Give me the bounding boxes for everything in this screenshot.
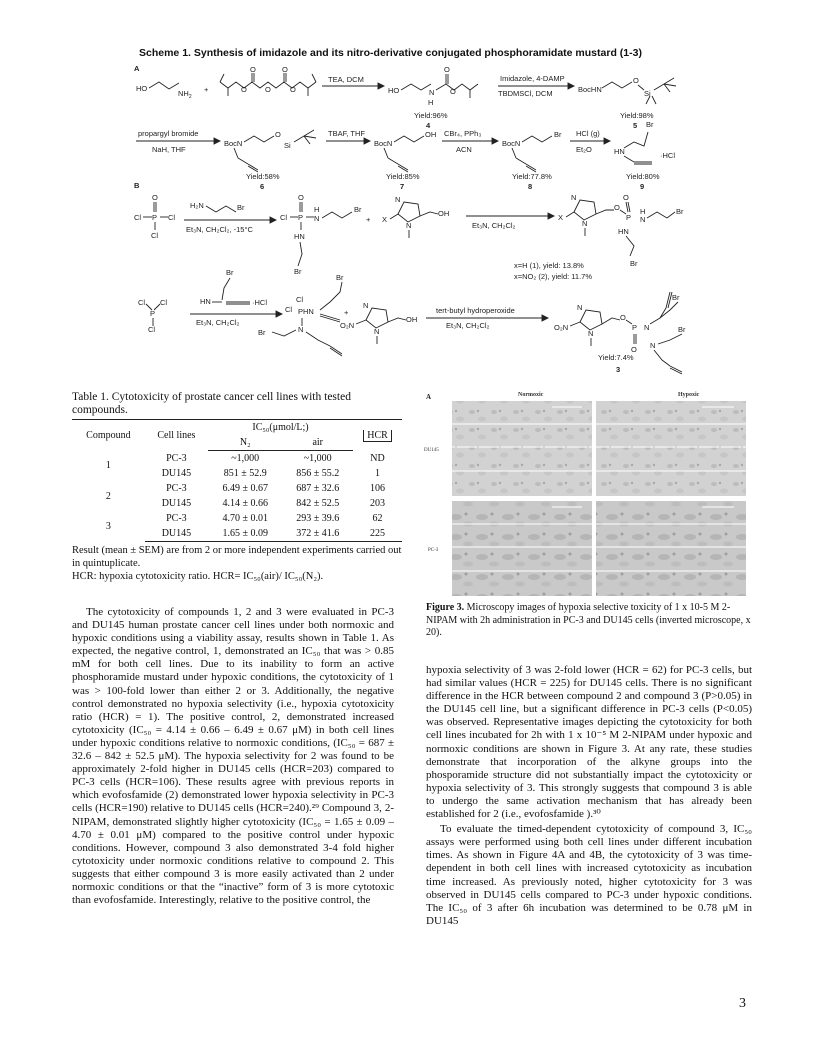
column-normoxic: Normoxic [518, 392, 544, 398]
svg-text:Br: Br [336, 273, 344, 282]
table-row: 3 PC-3 4.70 ± 0.01 293 ± 39.6 62 [105, 513, 383, 532]
svg-text:Yield:80%: Yield:80% [626, 172, 660, 181]
micrograph-pc3-hypoxic [596, 501, 746, 596]
body-paragraph: hypoxia selectivity of 3 was 2-fold lower (HCR = 62) for PC-3 cells, but had similar values (HCR = 225) for DU145 cells. There is no significant difference in the HCR between compound 2 and compound 3 (P>0.05) in the DU145 cell line, but a significant difference in PC-3 cells (P<0.05) was observed. Representative images depicting the cytotoxicity for both cell lines incubated for 2h with 1 x 10⁻⁵ M 2-NIPAM under hypoxic and normoxic conditions are shown in Figure 3. At any rate, these studies demonstrate that incorporation of the alkyne groups into the phosporamide structure did not substantially impact the cytotoxicity or hypoxia selectivity of 3. This strongly suggests that compound 3 is able to undergo the same activation mechanism that has already been established for 2 (i.e., evofosfamide ).³⁰ [426, 664, 752, 821]
boc-anhydride-structure [220, 65, 316, 96]
svg-text:N: N [429, 88, 435, 97]
svg-text:+: + [366, 215, 371, 224]
svg-text:Et₃N, CH₂Cl₂: Et₃N, CH₂Cl₂ [446, 321, 490, 330]
svg-text:Yield:7.4%: Yield:7.4% [598, 353, 634, 362]
plus-sign: + [204, 85, 209, 94]
compound-1-2-structure [558, 193, 684, 268]
svg-text:Cl: Cl [160, 298, 168, 307]
svg-text:Cl: Cl [280, 213, 288, 222]
svg-text:NaH, THF: NaH, THF [152, 145, 186, 154]
compound-5-structure [578, 76, 676, 104]
svg-text:P: P [150, 309, 156, 318]
header-air: air [282, 435, 353, 451]
svg-text:N: N [640, 215, 646, 224]
nitroimidazole-alcohol-structure [340, 301, 417, 344]
left-column-text [72, 606, 394, 907]
svg-text:HO: HO [136, 84, 148, 93]
ethanolamine-structure [136, 82, 192, 100]
figure-3-panel-label: A [426, 393, 432, 401]
svg-text:Cl: Cl [134, 213, 142, 222]
svg-text:BocN: BocN [374, 139, 393, 148]
svg-text:Et₂O: Et₂O [576, 145, 592, 154]
svg-text:Cl: Cl [148, 325, 156, 334]
pocl3-structure-2 [138, 298, 167, 334]
svg-text:O: O [298, 193, 304, 202]
svg-text:O: O [631, 345, 637, 354]
propargyl-amine-reagent [200, 268, 267, 307]
svg-text:8: 8 [528, 182, 533, 191]
svg-text:CBr₄, PPh₃: CBr₄, PPh₃ [444, 129, 482, 138]
page-number: 3 [739, 996, 746, 1011]
svg-text:6: 6 [260, 182, 265, 191]
header-compound: Compound [72, 420, 145, 451]
dichloro-intermediate-structure [280, 193, 362, 276]
svg-text:Br: Br [678, 325, 686, 334]
svg-text:O: O [633, 76, 639, 85]
svg-text:Yield:96%: Yield:96% [414, 111, 448, 120]
body-paragraph: The cytotoxicity of compounds 1, 2 and 3 were evaluated in PC-3 and DU145 human prostate cancer cell lines under both normoxic and hypoxic conditions using a viability assay, results shown in Table 1. As expected, the negative control, 1, demonstrated an IC₅₀ that was > 0.85 mM for both cell lines. Due to its inability to form an active phosphoramide mustard under hypoxic conditions, the cytotoxicity of 1 was > 100-fold lower than either 2 or 3. Additionally, the negative control demonstrated no hypoxia selectivity (i.e., hypoxia cytotoxicity ratio (HCR) = 1). The positive control, 2, demonstrated increased cytotoxicity (IC₅₀ = 4.14 ± 0.66 – 6.49 ± 0.67 μM) in both cell lines under hypoxic conditions relative to normoxic conditions, (IC₅₀ = 687 ± 32.6 – 842 ± 52.5 μM). The hypoxia selectivity for 2 was found to be approximately 2-fold higher in DU145 cells (HCR=203) compared to PC-3 cells (HCR=106). These results agree with previous reports in which evofosfamide (2) demonstrated lower hypoxia selectivity in PC-3 cells (HCR=190) relative to DU145 cells (HCR=240).²⁹ Compound 3, 2-NIPAM, demonstrated slightly higher cytotoxicity (IC₅₀ = 1.65 ± 0.09 – 4.70 ± 0.01 μM) compared to the positive control under hypoxic conditions. However, compound 3 also demonstrated 3-4 fold higher cytotoxicity under normoxic conditions relative to compound 2. This suggests that either compound 3 is more easily activated than 2 under normoxic conditions or that the “inactive” form of 3 is more cytotoxic than evofosfamide. Interestingly, relative to the positive control, the [72, 606, 394, 907]
header-hcr: HCR [353, 420, 402, 451]
figure-3-microscopy [422, 389, 752, 599]
scheme-title: Scheme 1. Synthesis of imidazole and its nitro-derivative conjugated phosphoramidate mustard (1-3) [139, 47, 642, 59]
svg-text:OH: OH [425, 130, 437, 139]
svg-text:O: O [623, 193, 629, 202]
svg-text:O₂N: O₂N [554, 323, 569, 332]
table-note-2: HCR: hypoxia cytotoxicity ratio. HCR= IC₅₀(air)/ IC₅₀(N₂). [72, 571, 324, 582]
pocl3-structure [134, 193, 175, 240]
svg-text:N: N [374, 327, 380, 336]
svg-text:Br: Br [294, 267, 302, 276]
table-row: 1 PC-3 ~1,000 ~1,000 ND [105, 452, 385, 472]
svg-text:Br: Br [672, 293, 680, 302]
svg-text:O: O [152, 193, 158, 202]
header-cell-lines: Cell lines [145, 420, 208, 451]
cytotoxicity-table [72, 419, 402, 542]
svg-text:O: O [450, 87, 456, 96]
svg-text:N: N [406, 221, 412, 230]
svg-text:Yield:85%: Yield:85% [386, 172, 420, 181]
svg-text:Yield:98%: Yield:98% [620, 111, 654, 120]
compound-7-structure [374, 130, 436, 172]
svg-text:+: + [344, 308, 349, 317]
svg-text:O: O [444, 65, 450, 74]
svg-text:·HCl: ·HCl [252, 298, 267, 307]
svg-text:Yield:58%: Yield:58% [246, 172, 280, 181]
svg-text:HO: HO [388, 86, 400, 95]
svg-text:OH: OH [438, 209, 450, 218]
compound-8-structure [502, 130, 562, 172]
compound-4-structure [388, 65, 478, 107]
svg-text:Br: Br [237, 203, 245, 212]
compound-9-structure [614, 120, 675, 164]
svg-text:Cl: Cl [151, 231, 159, 240]
svg-text:Cl: Cl [168, 213, 176, 222]
svg-text:TBDMSCl, DCM: TBDMSCl, DCM [498, 89, 553, 98]
svg-text:O: O [275, 130, 281, 139]
svg-text:Br: Br [676, 207, 684, 216]
svg-text:TBAF, THF: TBAF, THF [328, 129, 365, 138]
svg-text:Br: Br [646, 120, 654, 129]
svg-text:tert-butyl hydroperoxide: tert-butyl hydroperoxide [436, 306, 515, 315]
svg-text:Br: Br [354, 205, 362, 214]
svg-text:H: H [428, 98, 434, 107]
svg-text:3: 3 [616, 365, 621, 374]
table-row: DU145 851 ± 52.9 856 ± 55.2 1 [161, 468, 381, 479]
svg-text:Imidazole, 4-DAMP: Imidazole, 4-DAMP [500, 74, 565, 83]
svg-text:ACN: ACN [456, 145, 472, 154]
svg-text:Br: Br [554, 130, 562, 139]
table-1-block [72, 391, 402, 583]
svg-text:BocN: BocN [224, 139, 243, 148]
svg-text:N: N [577, 303, 583, 312]
svg-text:Cl: Cl [138, 298, 146, 307]
svg-text:x=NO₂ (2), yield: 11.7%: x=NO₂ (2), yield: 11.7% [514, 272, 593, 281]
svg-text:N: N [363, 301, 369, 310]
svg-text:NH2: $NH_2$ [178, 89, 192, 100]
svg-text:TEA, DCM: TEA, DCM [328, 75, 364, 84]
header-ic50: IC₅₀(μmol/L;) [208, 420, 353, 436]
row-du145: DU145 [424, 448, 439, 453]
svg-text:P: P [152, 213, 158, 222]
svg-text:X: X [382, 215, 388, 224]
svg-text:N: N [650, 341, 656, 350]
svg-text:N: N [588, 329, 594, 338]
svg-text:4: 4 [426, 121, 431, 130]
svg-text:P: P [298, 213, 304, 222]
svg-text:O₂N: O₂N [340, 321, 355, 330]
svg-text:Yield:77.8%: Yield:77.8% [512, 172, 552, 181]
svg-text:7: 7 [400, 182, 405, 191]
micrograph-pc3-normoxic [452, 501, 592, 596]
svg-text:O: O [614, 203, 620, 212]
table-row: DU145 4.14 ± 0.66 842 ± 52.5 203 [161, 498, 386, 509]
svg-text:OH: OH [406, 315, 418, 324]
imidazole-alcohol-structure [382, 195, 449, 238]
svg-text:O: O [241, 85, 247, 94]
right-column-text [426, 664, 752, 928]
svg-text:9: 9 [640, 182, 645, 191]
svg-text:N: N [582, 219, 588, 228]
svg-text:N: N [314, 214, 320, 223]
svg-text:O: O [290, 85, 296, 94]
svg-text:H: H [314, 205, 320, 214]
svg-text:Et₃N, CH₂Cl₂: Et₃N, CH₂Cl₂ [196, 318, 240, 327]
svg-text:Br: Br [630, 259, 638, 268]
scheme-part-b: B [134, 181, 140, 190]
svg-text:N: N [395, 195, 401, 204]
svg-text:N: N [571, 193, 577, 202]
header-n2: N₂ [208, 435, 282, 451]
table-notes [72, 544, 402, 583]
svg-text:X: X [558, 213, 564, 222]
svg-text:x=H (1), yield: 13.8%: x=H (1), yield: 13.8% [514, 261, 584, 270]
svg-text:HCl (g): HCl (g) [576, 129, 600, 138]
svg-text:H: H [640, 207, 646, 216]
svg-text:O: O [250, 65, 256, 74]
table-note-1: Result (mean ± SEM) are from 2 or more independent experiments carried out in quintuplicate. [72, 545, 402, 569]
column-hypoxic: Hypoxic [678, 392, 700, 398]
svg-text:Cl: Cl [296, 295, 304, 304]
figure-3-caption: Figure 3. Microscopy images of hypoxia selective toxicity of 1 x 10-5 M 2-NIPAM with 2h administration in PC-3 and DU145 cells (inverted microscope, x 20). [426, 602, 751, 638]
table-row: DU145 1.65 ± 0.09 372 ± 41.6 225 [72, 526, 402, 542]
body-paragraph: To evaluate the timed-dependent cytotoxicity of compound 3, IC₅₀ assays were performed using both cell lines under different incubation times. As shown in Figure 4A and 4B, the cytotoxicity of 3 was time-dependent in both cell lines with increased cytotoxicity as incubation time increased. As previously noted, higher cytotoxicity for 3 was observed in DU145 cells compared to PC-3 under hypoxic conditions. The IC₅₀ of 3 after 6h incubation was determined to be 0.78 μM in DU145 [426, 823, 752, 927]
svg-text:N: N [644, 323, 650, 332]
svg-text:O: O [265, 85, 271, 94]
synthesis-scheme [130, 62, 690, 384]
svg-text:HN: HN [614, 147, 625, 156]
table-row: 2 PC-3 6.49 ± 0.67 687 ± 32.6 106 [105, 483, 386, 502]
micrograph-du145-hypoxic [596, 401, 746, 496]
svg-text:O: O [620, 313, 626, 322]
bis-propargyl-intermediate-structure [258, 273, 344, 356]
svg-text:Et₃N, CH₂Cl₂: Et₃N, CH₂Cl₂ [472, 221, 516, 230]
scheme-part-a: A [134, 64, 140, 73]
svg-text:H₂N: H₂N [190, 201, 204, 210]
row-pc3: PC-3 [428, 548, 439, 553]
svg-text:Si: Si [644, 89, 651, 98]
svg-text:P: P [626, 213, 632, 222]
svg-text:BocN: BocN [502, 139, 521, 148]
micrograph-du145-normoxic [452, 401, 592, 496]
svg-text:N: N [298, 325, 304, 334]
svg-text:PHN: PHN [298, 307, 314, 316]
svg-text:BocHN: BocHN [578, 85, 602, 94]
svg-text:Br: Br [226, 268, 234, 277]
svg-text:HN: HN [200, 297, 211, 306]
svg-text:Cl: Cl [285, 305, 293, 314]
compound-6-structure [224, 130, 316, 172]
table-caption: Table 1. Cytotoxicity of prostate cancer cell lines with tested compounds. [72, 391, 351, 416]
svg-text:Br: Br [258, 328, 266, 337]
svg-text:HN: HN [294, 232, 305, 241]
svg-text:Si: Si [284, 141, 291, 150]
svg-text:O: O [282, 65, 288, 74]
svg-text:Et₃N, CH₂Cl₂, -15°C: Et₃N, CH₂Cl₂, -15°C [186, 225, 253, 234]
svg-text:HN: HN [618, 227, 629, 236]
svg-text:5: 5 [633, 121, 638, 130]
svg-text:·HCl: ·HCl [660, 151, 675, 160]
svg-text:propargyl bromide: propargyl bromide [138, 129, 199, 138]
svg-text:P: P [632, 323, 638, 332]
